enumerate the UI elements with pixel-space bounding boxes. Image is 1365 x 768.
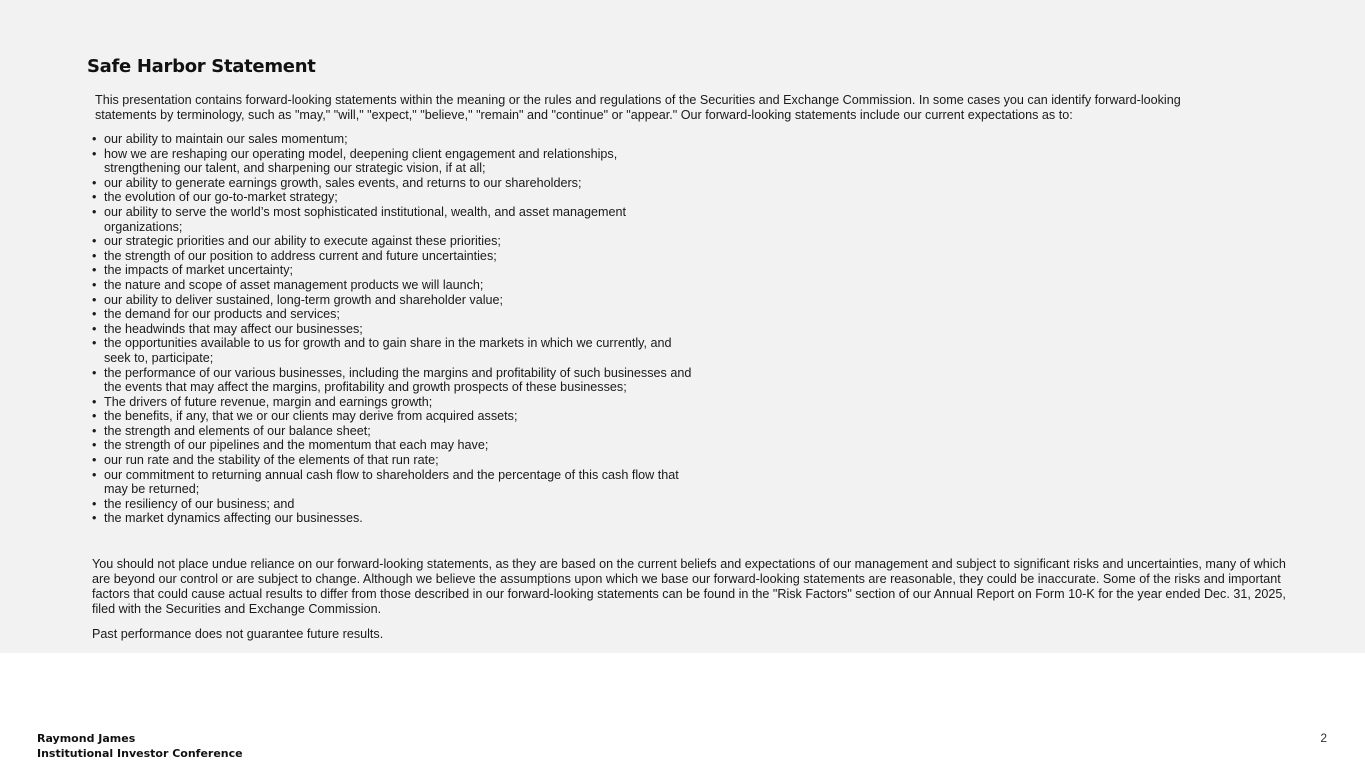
page-title: Safe Harbor Statement: [87, 56, 316, 77]
list-item: • our ability to deliver sustained, long-term growth and shareholder value;: [92, 293, 692, 308]
footer-brand: [37, 731, 243, 761]
list-item: • our commitment to returning annual cash flow to shareholders and the percentage of this cash flow that may be returned;: [92, 468, 692, 497]
list-item: • the headwinds that may affect our businesses;: [92, 322, 692, 337]
list-item: • the performance of our various businesses, including the margins and profitability of such businesses and the events that may affect the margins, profitability and growth prospects of these businesses;: [92, 366, 692, 395]
footer-brand-line1: Raymond James: [37, 732, 136, 745]
list-item: • the resiliency of our business; and: [92, 497, 692, 512]
list-item: • the nature and scope of asset management products we will launch;: [92, 278, 692, 293]
list-item: • The drivers of future revenue, margin and earnings growth;: [92, 395, 692, 410]
list-item: • the benefits, if any, that we or our clients may derive from acquired assets;: [92, 409, 692, 424]
list-item: • the opportunities available to us for growth and to gain share in the markets in which we currently, and seek to, participate;: [92, 336, 692, 365]
page-number: 2: [1320, 731, 1327, 745]
list-item: • the impacts of market uncertainty;: [92, 263, 692, 278]
list-item: • our run rate and the stability of the elements of that run rate;: [92, 453, 692, 468]
bullet-list: [92, 132, 692, 526]
list-item: • the strength and elements of our balance sheet;: [92, 424, 692, 439]
footer-brand-line2: Institutional Investor Conference: [37, 747, 243, 760]
intro-paragraph: This presentation contains forward-looking statements within the meaning or the rules and regulations of the Securities and Exchange Commission. In some cases you can identify forward-looking statements by terminology, such as "may," "will," "expect," "believe," "remain" and "continue" or "appear." Our forward-looking statements include our current expectations as to:: [95, 93, 1181, 122]
past-performance-note: Past performance does not guarantee future results.: [92, 627, 384, 641]
list-item: • our ability to generate earnings growth, sales events, and returns to our shareholders;: [92, 176, 692, 191]
list-item: • our strategic priorities and our ability to execute against these priorities;: [92, 234, 692, 249]
list-item: • the evolution of our go-to-market strategy;: [92, 190, 692, 205]
list-item: • our ability to serve the world’s most sophisticated institutional, wealth, and asset management organizations;: [92, 205, 692, 234]
list-item: • the strength of our position to address current and future uncertainties;: [92, 249, 692, 264]
risk-warning-paragraph: You should not place undue reliance on our forward-looking statements, as they are based on the current beliefs and expectations of our management and subject to significant risks and uncertainties, many of which are beyond our control or are subject to change. Although we believe the assumptions upon which we base our forward-looking statements are reasonable, they could be inaccurate. Some of the risks and important factors that could cause actual results to differ from those described in our forward-looking statements can be found in the "Risk Factors" section of our Annual Report on Form 10-K for the year ended Dec. 31, 2025, filed with the Securities and Exchange Commission.: [92, 557, 1286, 616]
list-item: • the market dynamics affecting our businesses.: [92, 511, 692, 526]
list-item: • our ability to maintain our sales momentum;: [92, 132, 692, 147]
list-item: • the demand for our products and services;: [92, 307, 692, 322]
list-item: • the strength of our pipelines and the momentum that each may have;: [92, 438, 692, 453]
list-item: • how we are reshaping our operating model, deepening client engagement and relationships, strengthening our talent, and sharpening our strategic vision, if at all;: [92, 147, 692, 176]
